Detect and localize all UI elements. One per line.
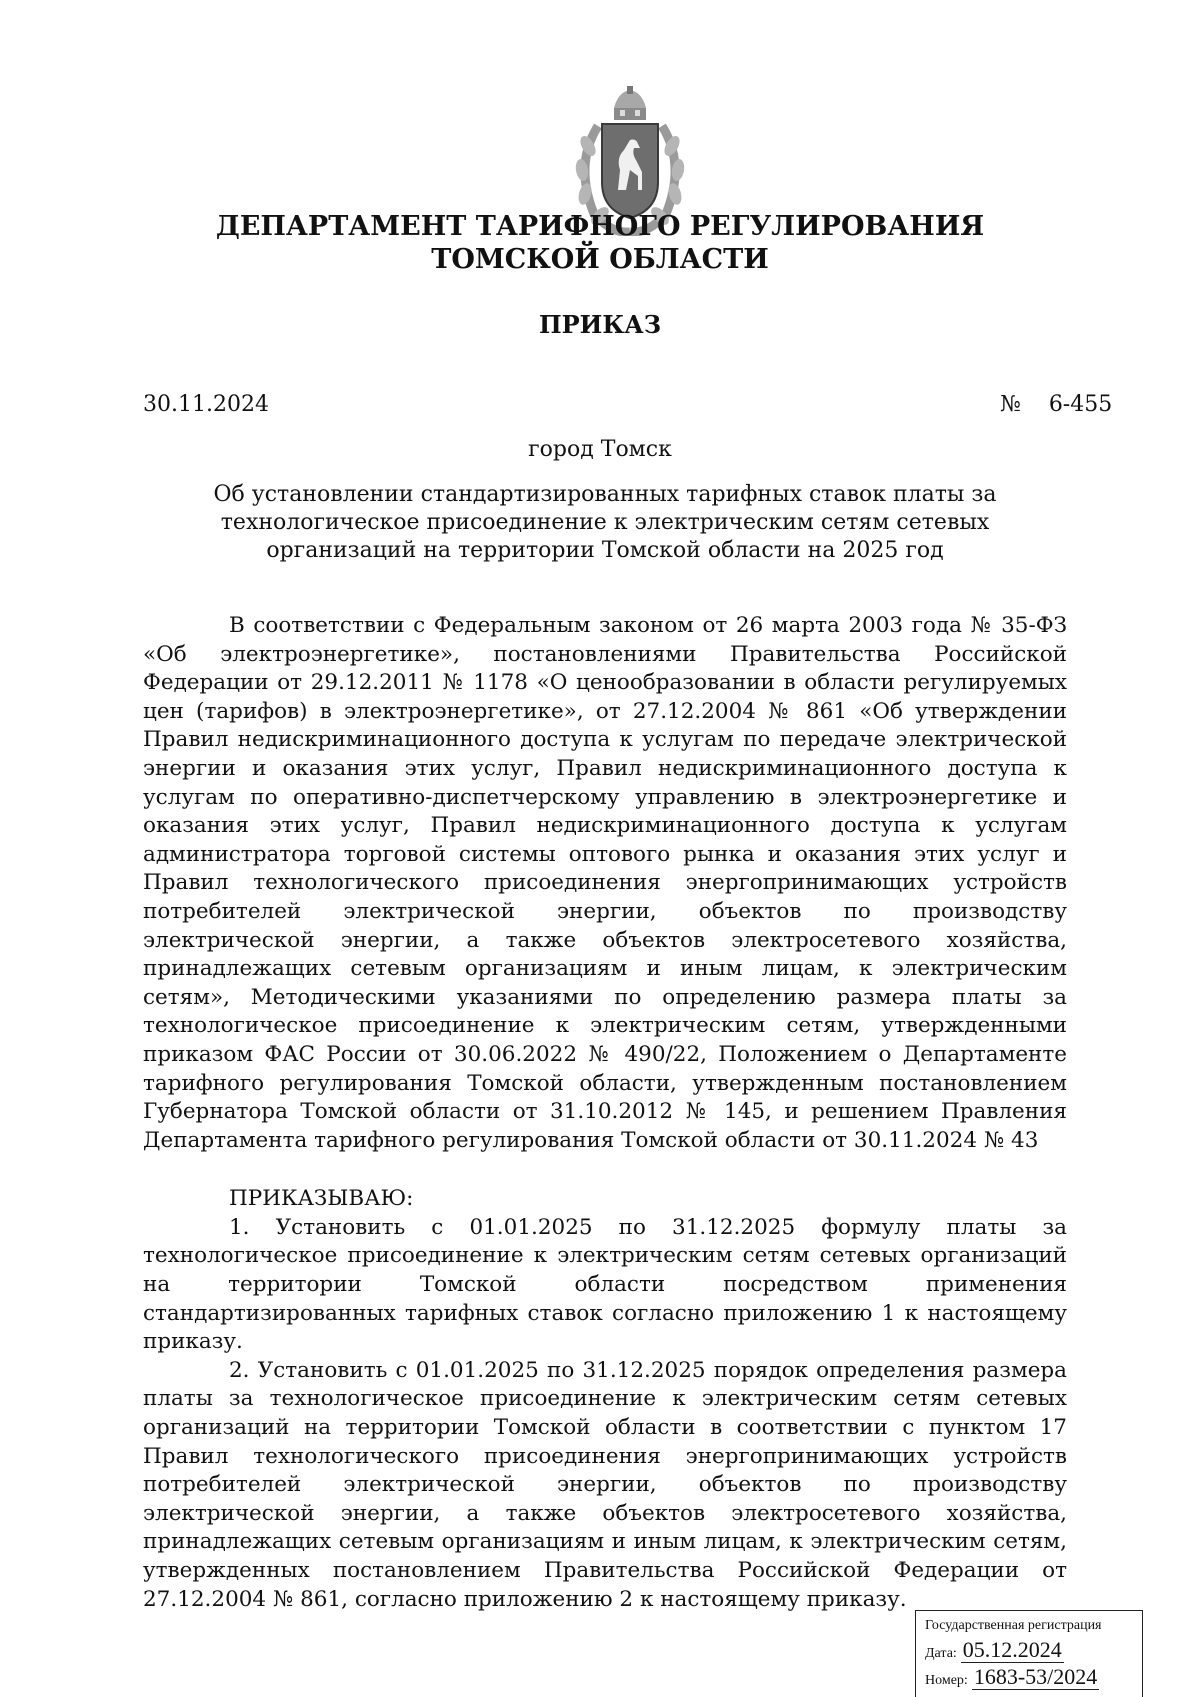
registration-number: 1683-53/2024 <box>973 1664 1098 1689</box>
registration-number-line <box>925 1665 1142 1690</box>
registration-title: Государственная регистрация <box>925 1618 1102 1633</box>
city: город Томск <box>528 437 672 462</box>
registration-stamp <box>915 1610 1143 1697</box>
organization-name-line2: ТОМСКОЙ ОБЛАСТИ <box>431 244 769 275</box>
registration-date-line <box>925 1638 1142 1663</box>
order-item-2: 2. Установить с 01.01.2025 по 31.12.2025 порядок определения размера платы за технологическое присоединение к электрическим сетям сетевых организаций на территории Томской области в соответствии с пунктом 17 Правил технологического присоединения энергопринимающих устройств потребителей электрической энергии, объектов по производству электрической энергии, а также объектов электросетевого хозяйства, принадлежащих сетевым организациям и иным лицам, к электрическим сетям, утвержденных постановлением Правительства Российской Федерации от 27.12.2004 № 861, согласно приложению 2 к настоящему приказу. <box>143 1357 1067 1612</box>
document-date: 30.11.2024 <box>143 392 269 417</box>
number-label: № <box>1000 392 1021 417</box>
document-body <box>143 612 1067 1614</box>
document-number <box>1000 392 1112 417</box>
order-word: ПРИКАЗЫВАЮ: <box>229 1186 414 1212</box>
registration-number-label: Номер: <box>925 1673 968 1688</box>
preamble-paragraph: В соответствии с Федеральным законом от 26 марта 2003 года № 35-ФЗ «Об электроэнергетике», постановлениями Правительства Российской Федерации от 29.12.2011 № 1178 «О ценообразовании в области регулируемых цен (тарифов) в электроэнергетике», от 27.12.2004 № 861 «Об утверждении Правил недискриминационного доступа к услугам по передаче электрической энергии и оказания этих услуг, Правил недискриминационного доступа к услугам по оперативно-диспетчерскому управлению в электроэнергетике и оказания этих услуг, Правил недискриминационного доступа к услугам администратора торговой системы оптового рынка и оказания этих услуг и Правил технологического присоединения энергопринимающих устройств потребителей электрической энергии, объектов по производству электрической энергии, а также объектов электросетевого хозяйства, принадлежащих сетевым организациям и иным лицам, к электрическим сетям», Методическими указаниями по определению размера платы за технологическое присоединение к электрическим сетям, утвержденными приказом ФАС России от 30.06.2022 № 490/22, Положением о Департаменте тарифного регулирования Томской области, утвержденным постановлением Губернатора Томской области от 31.10.2012 № 145, и решением Правления Департамента тарифного регулирования Томской области от 30.11.2024 № 43 <box>143 613 1067 1153</box>
organization-name-line1: ДЕПАРТАМЕНТ ТАРИФНОГО РЕГУЛИРОВАНИЯ <box>215 211 985 242</box>
document-title: Об установлении стандартизированных тарифных ставок платы за технологическое присоединение к электрическим сетям сетевых организаций на территории Томской области на 2025 год <box>213 482 997 563</box>
registration-date: 05.12.2024 <box>962 1637 1062 1662</box>
organization-name <box>0 210 1200 276</box>
document-type: ПРИКАЗ <box>538 310 662 339</box>
number-value: 6-455 <box>1048 392 1113 417</box>
registration-date-label: Дата: <box>925 1646 957 1661</box>
order-item-1: 1. Установить с 01.01.2025 по 31.12.2025 формулу платы за технологическое присоединение к электрическим сетям сетевых организаций на территории Томской области посредством применения стандартизированных тарифных ставок согласно приложению 1 к настоящему приказу. <box>143 1214 1067 1355</box>
